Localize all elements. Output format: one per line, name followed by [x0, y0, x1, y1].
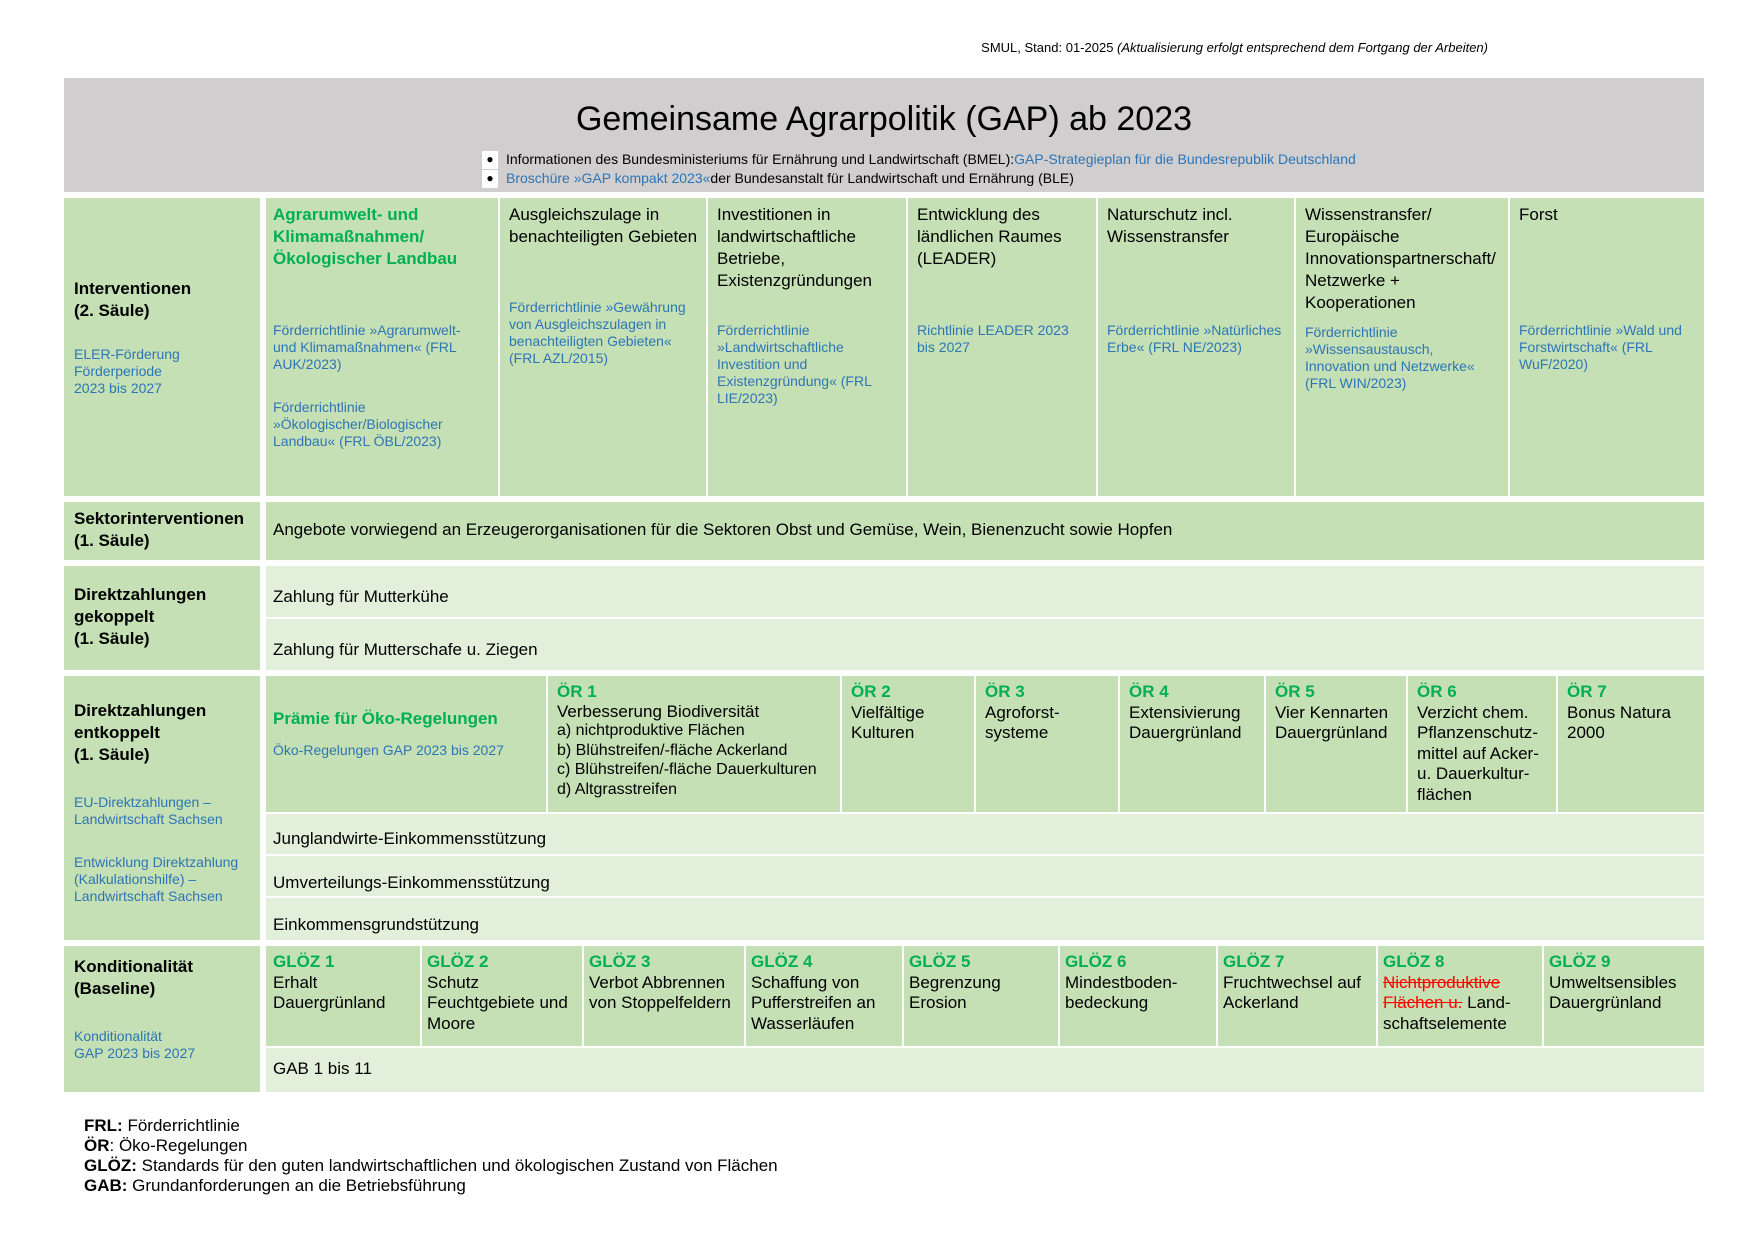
legend-text: Standards für den guten landwirtschaftlichen und ökologischen Zustand von Flächen [136, 1156, 778, 1175]
sektor-text: Angebote vorwiegend an Erzeugerorganisationen für die Sektoren Obst und Gemüse, Wein, Bienenzucht sowie Hopfen [273, 520, 1173, 539]
oer1-line: d) Altgrasstreifen [557, 780, 678, 798]
gloez2-code: GLÖZ 2 [427, 952, 489, 971]
sektor-saeule: (1. Säule) [74, 531, 150, 550]
oer7-line: 2000 [1567, 723, 1605, 742]
gekoppelt-saeule: (1. Säule) [74, 629, 150, 648]
oer7-cell [1560, 682, 1704, 744]
gloez4-line: Pufferstreifen an [751, 993, 876, 1012]
oer2-line: Kulturen [851, 723, 915, 742]
auk-title: Agrarumwelt- und Klimamaßnahmen/ Ökologischer Landbau [273, 205, 458, 268]
gloez3-line: Verbot Abbrennen [589, 972, 726, 992]
legend [84, 1116, 778, 1196]
kond-grid [266, 946, 1704, 1092]
mutterschafe-row: Zahlung für Mutterschafe u. Ziegen [273, 640, 538, 659]
gloez6-cell [1060, 952, 1216, 1014]
legend-frl [84, 1116, 778, 1136]
gloez4-code: GLÖZ 4 [751, 952, 813, 971]
eler-link-line2[interactable]: Förderperiode [74, 363, 162, 379]
eler-link[interactable]: ELER-Förderung [74, 346, 180, 362]
mutterkuehe-row: Zahlung für Mutterkühe [273, 587, 449, 606]
oer5-code: ÖR 5 [1275, 682, 1315, 701]
stand-prefix: SMUL, Stand: 01-2025 [981, 40, 1114, 55]
oer3-cell [978, 682, 1118, 744]
kond-label: Konditionalität [74, 957, 193, 976]
frl-azl-link[interactable]: Förderrichtlinie »Gewährung von Ausgleichszulagen in benachteiligten Gebieten« (FRL AZL/2015) [509, 299, 686, 366]
oer6-line: Verzicht chem. [1417, 702, 1529, 722]
gloez7-line: Ackerland [1223, 993, 1299, 1012]
gloez8-struck-part: Flächen u. [1383, 993, 1463, 1012]
legend-text: Grundanforderungen an die Betriebsführung [127, 1176, 466, 1195]
gloez9-code: GLÖZ 9 [1549, 952, 1611, 971]
stand-note [981, 40, 1488, 55]
gloez9-cell [1544, 952, 1704, 1014]
gloez1-line: Dauergrünland [273, 993, 386, 1012]
gab-text: GAB 1 bis 11 [273, 1059, 372, 1078]
leader-title: Entwicklung des ländlichen Raumes (LEADER) [917, 205, 1062, 268]
gloez2-cell [422, 952, 582, 1034]
oer-row [266, 676, 1704, 812]
gloez8-rest: Land- [1462, 993, 1511, 1012]
gloez9-line: Umweltsensibles [1549, 972, 1677, 992]
interventionen-saeule: (2. Säule) [74, 301, 150, 320]
oer1-code: ÖR 1 [557, 682, 597, 701]
interventionen-label: Interventionen [74, 279, 192, 298]
lie-column [710, 198, 906, 496]
oer6-line: mittel auf Acker- [1417, 743, 1539, 763]
legend-abbr: ÖR [84, 1136, 110, 1155]
praemie-title: Prämie für Öko-Regelungen [273, 709, 498, 728]
gab-row [266, 1048, 1704, 1092]
oer2-code: ÖR 2 [851, 682, 891, 701]
gekoppelt-content [266, 566, 1704, 670]
bullet-icon: ● [482, 151, 498, 169]
legend-abbr: FRL: [84, 1116, 123, 1135]
gloez7-code: GLÖZ 7 [1223, 952, 1285, 971]
gloez7-cell [1218, 952, 1376, 1014]
umverteilung-row: Umverteilungs-Einkommensstützung [273, 873, 550, 892]
frl-oebl-link[interactable]: Förderrichtlinie »Ökologischer/Biologischer Landbau« (FRL ÖBL/2023) [273, 399, 443, 449]
gloez3-line: von Stoppelfeldern [589, 993, 731, 1012]
bmel-text: Informationen des Bundesministeriums für Ernährung und Landwirtschaft (BMEL): [506, 151, 1015, 167]
einkommen-rows [266, 814, 1704, 940]
forst-column [1512, 198, 1704, 496]
oer3-line: systeme [985, 723, 1049, 742]
leader-column [910, 198, 1096, 496]
oer1-line: Verbesserung Biodiversität [557, 701, 760, 721]
oer5-line: Vier Kennarten [1275, 702, 1389, 722]
gloez8-line: schaftselemente [1383, 1013, 1507, 1033]
info-item-bmel [482, 150, 1356, 169]
page-title: Gemeinsame Agrarpolitik (GAP) ab 2023 [575, 100, 1193, 138]
gap-strategieplan-link[interactable]: GAP-Strategieplan für die Bundesrepublik Deutschland [1014, 151, 1356, 167]
oer2-cell [844, 682, 974, 744]
kond-link[interactable]: Konditionalität [74, 1028, 162, 1044]
oeko-regelungen-link[interactable]: Öko-Regelungen GAP 2023 bis 2027 [273, 742, 504, 758]
gloez1-line: Erhalt [273, 972, 318, 992]
frl-wuf-link[interactable]: Förderrichtlinie »Wald und Forstwirtschaft« (FRL WuF/2020) [1519, 322, 1682, 372]
kond-label-cell [64, 946, 260, 1092]
entkoppelt-label-cell [64, 676, 260, 940]
kalkulationshilfe-link[interactable]: Entwicklung Direktzahlung (Kalkulationshilfe) – Landwirtschaft Sachsen [74, 854, 239, 904]
oer4-cell [1122, 682, 1264, 744]
gloez8-cell [1378, 952, 1542, 1034]
gloez7-line: Fruchtwechsel auf [1223, 972, 1361, 992]
naturschutz-title: Naturschutz incl. Wissenstransfer [1107, 205, 1233, 246]
bullet-icon: ● [482, 170, 498, 188]
gloez4-line: Wasserläufen [751, 1013, 855, 1033]
gloez1-code: GLÖZ 1 [273, 952, 335, 971]
azl-column [502, 198, 706, 496]
junglandwirte-row: Junglandwirte-Einkommensstützung [273, 829, 547, 848]
oer1-line: a) nichtproduktive Flächen [557, 722, 745, 739]
grundstuetzung-row: Einkommensgrundstützung [273, 915, 480, 934]
gloez5-line: Begrenzung [909, 972, 1001, 992]
interventionen-label-cell [64, 198, 260, 496]
sektor-label-cell [64, 502, 260, 560]
gloez6-code: GLÖZ 6 [1065, 952, 1127, 971]
azl-title: Ausgleichszulage in benachteiligten Gebieten [509, 205, 698, 246]
frl-win-link[interactable]: Förderrichtlinie »Wissensaustausch, Innovation und Netzwerke« (FRL WIN/2023) [1305, 324, 1475, 391]
oer4-line: Dauergrünland [1129, 723, 1242, 742]
gloez2-line: Moore [427, 1013, 476, 1033]
kond-link-line2[interactable]: GAP 2023 bis 2027 [74, 1045, 196, 1061]
eler-link-line3[interactable]: 2023 bis 2027 [74, 380, 162, 396]
gloez5-cell [904, 952, 1058, 1014]
legend-oer [84, 1136, 778, 1156]
gap-kompakt-link[interactable]: Broschüre »GAP kompakt 2023« [506, 170, 711, 186]
oer4-code: ÖR 4 [1129, 682, 1169, 701]
auk-column [266, 198, 498, 496]
gloez5-code: GLÖZ 5 [909, 952, 971, 971]
entkoppelt-label-2: entkoppelt [74, 723, 160, 742]
oer7-line: Bonus Natura [1567, 702, 1671, 722]
entkoppelt-grid [266, 676, 1704, 940]
oer6-line: Pflanzenschutz- [1417, 723, 1538, 742]
win-column [1298, 198, 1508, 496]
sektor-label: Sektorinterventionen [74, 509, 245, 528]
naturschutz-column [1100, 198, 1294, 496]
leader-link[interactable]: Richtlinie LEADER 2023 bis 2027 [917, 322, 1069, 355]
oer1-cell [550, 682, 840, 799]
oer4-line: Extensivierung [1129, 702, 1241, 722]
gloez-row [266, 946, 1704, 1046]
praemie-cell [266, 702, 546, 765]
gloez8-code: GLÖZ 8 [1383, 952, 1445, 971]
oer2-line: Vielfältige [851, 702, 925, 722]
win-title: Wissenstransfer/ Europäische Innovationspartnerschaft/ Netzwerke + Kooperationen [1305, 205, 1496, 312]
gloez3-cell [584, 952, 744, 1014]
stand-italic-note: (Aktualisierung erfolgt entsprechend dem Fortgang der Arbeiten) [1117, 40, 1488, 55]
info-item-ble [482, 169, 1356, 188]
legend-gab [84, 1176, 778, 1196]
gloez6-line: bedeckung [1065, 993, 1149, 1012]
oer5-line: Dauergrünland [1275, 723, 1388, 742]
interventionen-grid [266, 198, 1704, 496]
gloez6-line: Mindestboden- [1065, 972, 1178, 992]
entkoppelt-saeule: (1. Säule) [74, 745, 150, 764]
legend-gloez [84, 1156, 778, 1176]
legend-abbr: GAB: [84, 1176, 128, 1195]
gloez3-code: GLÖZ 3 [589, 952, 651, 971]
frl-lie-link[interactable]: Förderrichtlinie »Landwirtschaftliche Investition und Existenzgründung« (FRL LIE/2023) [717, 322, 872, 406]
oer3-code: ÖR 3 [985, 682, 1025, 701]
forst-title: Forst [1519, 205, 1558, 224]
info-list [482, 150, 1356, 188]
gloez9-line: Dauergrünland [1549, 993, 1662, 1012]
oer6-cell [1410, 682, 1556, 805]
frl-auk-link[interactable]: Förderrichtlinie »Agrarumwelt- und Klimamaßnahmen« (FRL AUK/2023) [273, 322, 461, 372]
gloez2-line: Schutz [427, 972, 479, 992]
eu-direktzahlungen-link[interactable]: EU-Direktzahlungen – Landwirtschaft Sachsen [74, 794, 223, 827]
legend-text: Förderrichtlinie [122, 1116, 240, 1135]
oer5-cell [1268, 682, 1406, 744]
sektor-content [266, 502, 1704, 560]
lie-title: Investitionen in landwirtschaftliche Betriebe, Existenzgründungen [717, 205, 873, 290]
page-header [64, 78, 1704, 192]
gekoppelt-label-2: gekoppelt [74, 607, 155, 626]
oer1-line: b) Blühstreifen/-fläche Ackerland [557, 741, 788, 759]
oer7-code: ÖR 7 [1567, 682, 1607, 701]
ble-text: der Bundesanstalt für Landwirtschaft und Ernährung (BLE) [710, 170, 1074, 186]
gloez2-line: Feuchtgebiete und [427, 993, 568, 1012]
oer3-line: Agroforst- [985, 702, 1060, 722]
kond-baseline: (Baseline) [74, 979, 156, 998]
frl-ne-link[interactable]: Förderrichtlinie »Natürliches Erbe« (FRL NE/2023) [1107, 322, 1282, 355]
gloez5-line: Erosion [909, 993, 967, 1012]
gloez1-cell [266, 952, 420, 1014]
gekoppelt-label: Direktzahlungen [74, 585, 207, 604]
legend-text: : Öko-Regelungen [109, 1136, 248, 1155]
oer1-line: c) Blühstreifen/-fläche Dauerkulturen [557, 761, 817, 778]
oer6-code: ÖR 6 [1417, 682, 1457, 701]
entkoppelt-label: Direktzahlungen [74, 701, 207, 720]
legend-abbr: GLÖZ: [84, 1156, 137, 1175]
oer6-line: u. Dauerkultur- [1417, 764, 1530, 783]
gloez4-line: Schaffung von [751, 972, 860, 992]
oer6-line: flächen [1417, 784, 1472, 804]
gekoppelt-label-cell [64, 566, 260, 670]
gloez4-cell [746, 952, 902, 1034]
gloez8-struck-line: Nichtproduktive [1383, 972, 1501, 992]
